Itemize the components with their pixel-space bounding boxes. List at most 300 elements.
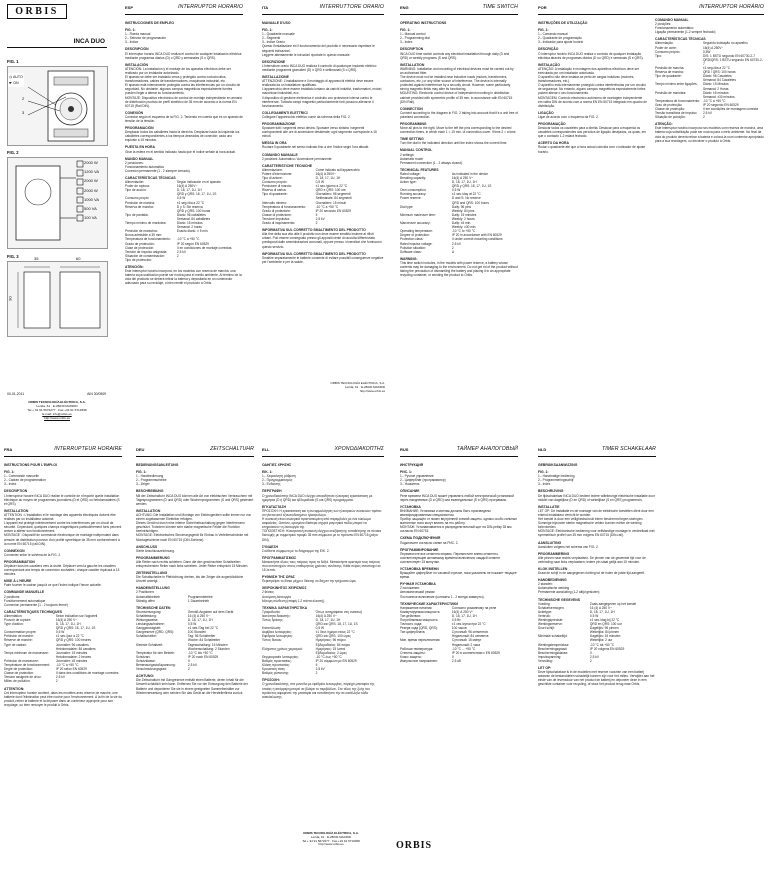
- spec-value: QRD / QRS: 100 horas: [702, 70, 736, 75]
- spec-row: [400, 659, 518, 663]
- spec-value: 2,5 kV: [187, 663, 197, 668]
- spec-label: Vervuiling:: [538, 658, 553, 663]
- spec-value: Tagesschaltung: 15 Minuten: [187, 642, 228, 647]
- language-title: INTERRUPTEUR HORAIRE: [54, 446, 122, 452]
- ita-company-address: Lerida, 61 · E-28030 MADRID: [344, 384, 385, 389]
- section-heading: СХЕМА ПОДКЛЮЧЕНИЯ: [400, 536, 441, 541]
- spec-label: Alimentation:: [4, 613, 23, 618]
- spec-label: [655, 58, 703, 66]
- paragraph: Collegare l'apparecchio elettrico come da schema della FIG. 2.: [262, 114, 351, 119]
- spec-label: Potere d'interruzione:: [262, 171, 293, 176]
- section-heading: INFORMATIVA SUL CORRETTO SMALTIMENTO DEL PRODOTTO: [262, 228, 366, 233]
- section-heading: УСТАНОВКА: [400, 504, 421, 509]
- bottom-company: [276, 832, 386, 847]
- spec-label: Degré de protection:: [4, 667, 33, 672]
- spec-value: D, 18, 17, 1U, 1H: [451, 613, 477, 618]
- paragraph: 2.- Quadrante de programação: [538, 36, 582, 41]
- paragraph: Alle Reiter nach rechts schieben. Dann die den gewünschten Schaltzeiten entsprechenden Reiter nach links schieben. Jeder Reiter entspricht 15 Minuten.: [136, 559, 249, 568]
- spec-label: Classe de protection:: [4, 671, 34, 676]
- paragraph: 2.- Cadran de programmation: [4, 478, 46, 483]
- spec-value: Daily: ±5 min.: [451, 221, 472, 226]
- bottom-company-name: ORBIS TECNOLOGÍA ELÉCTRICA, S.A.: [303, 831, 359, 835]
- spec-label: Τύπος δράσης:: [262, 618, 284, 622]
- spec-label: Reserva de marcha:: [125, 204, 154, 209]
- spec-label: Βαθμός ρύπανσης:: [262, 671, 290, 676]
- spec-label: Poder de ruptura:: [125, 184, 150, 189]
- section-heading: INSTRUCTIONS POUR L'EMPLOI: [4, 463, 57, 467]
- dim-60: 60: [76, 256, 81, 261]
- spec-value: 1 Dauerbetrieb: [187, 598, 209, 603]
- section-heading: PROGRAMAÇÃO: [538, 121, 566, 126]
- section-heading: GEBRUIKSAANWIJZING: [538, 463, 578, 467]
- spec-value: 0,5 W: [55, 630, 65, 635]
- spec-value: ±1 сек./сутки при 22 °C: [451, 622, 486, 627]
- section-heading: ТЕХНИЧЕСКИЕ ХАРАКТЕРИСТИКИ: [400, 601, 458, 606]
- section-heading: COMMANDE MANUELLE: [4, 590, 45, 595]
- spec-value: Giornaliero: 96 segmenti: [315, 192, 351, 197]
- section-heading: FIG. 1:: [538, 470, 549, 475]
- fig3-panel: [7, 261, 108, 337]
- spec-label: Резерв хода (QRD, QRS):: [400, 626, 438, 631]
- paragraph: Подключите согласно схеме на РИС. 2.: [400, 540, 459, 545]
- spec-row: [136, 667, 254, 671]
- paragraph: Вращайте циферблат по часовой стрелке, пока указатель не покажет текущее время.: [400, 571, 517, 580]
- paragraph: Deslocar todos os cavaletes para a direita. Deslocar para a esquerda os cavaletes correspondentes aos períodos de ligação desejados, os quais, em que o contacto 1-2 estará fechado.: [538, 126, 647, 139]
- spec-value: Hebdomadaire: 84 cavaliers: [55, 646, 96, 651]
- spec-value: II em condições de montagem correcta: [702, 106, 759, 111]
- paragraph: ΤΟΠΟΘΕΤΗΣΗ: Ηλεκτρονική συσκευή ελέγχου ανεξάρτητης τοποθέτησης σε πίνακα διανομής με συμμετρικό προφίλ 35 mm σύμφωνα με το πρότυπο EN 60715 (ράγα DIN).: [262, 529, 382, 542]
- spec-value: Diario: 96 caballetes: [176, 212, 206, 217]
- spec-label: Tensão transitória de impulso:: [655, 111, 698, 116]
- spec-label: Schaltleistung:: [136, 613, 157, 618]
- spec-label: Précision de marche:: [4, 634, 34, 639]
- section-heading: MANUALE D'USO: [262, 21, 291, 25]
- paragraph: Draai de schijf in de aangegeven richting tot de index de juiste tijd aangeeft.: [538, 571, 645, 576]
- paragraph: Este interruptor horario incorpora, en los modelos con reserva de marcha, una batería cuya sustitución puede ser nociva para el medio ambiente. Al término de la vida del producto se deberá retirar la batería y depositarla en un contenedor adecuado para su reciclaje, o bien remitir el producto a Orbis.: [125, 269, 242, 286]
- section-heading: CONNECTION: [400, 106, 423, 111]
- paragraph: Alla fine della sua vita utile il prodotto non deve essere smaltito insieme ai rifiuti urbani. Può essere consegnato presso gli appositi centri di raccolta differenziata predisposti dalle amministrazioni comunali, oppure presso i rivenditori che forniscono questo servizio.: [262, 232, 382, 249]
- section-heading: INSTALLATION: [4, 508, 29, 513]
- spec-label: Clase de protección:: [125, 245, 155, 250]
- spec-value: Согласно указанному на реле: [451, 605, 497, 610]
- paragraph: L'appareil est protégé intérieurement contre les interférences par un circuit de sécurité. Cependant, quelques champs magnétiques particulièrement forts peuvent arriver à altérer son fonctionnement.: [4, 521, 122, 534]
- spec-label: Type d'action:: [4, 622, 24, 627]
- paragraph: 2 θέσεις:: [262, 590, 275, 595]
- paragraph: 2.- Segmenti: [262, 36, 281, 41]
- paragraph: 3.- Ενδείκτης: [262, 482, 281, 487]
- spec-label: Werkingsreserve:: [538, 622, 563, 627]
- section-heading: FIG. 1:: [136, 470, 147, 475]
- spec-label: Werkingsprecisie:: [538, 618, 564, 622]
- paragraph: Leggere attentamente le istruzioni riportate in questo manuale.: [262, 52, 351, 57]
- spec-value: II dans des conditions de montage correctes: [55, 671, 119, 676]
- spec-value: D/S: 1 BSTU segundo EN 60730-2-7: [702, 53, 756, 58]
- section-heading: УСТАНОВКА ВРЕМЕНИ: [400, 566, 439, 571]
- dim-90: 90: [7, 296, 13, 301]
- paragraph: El aparato está internamente protegido contra las interferencias por un circuito de seguridad. No obstante, algunos campos magnéticos especialmente fuertes pueden llegar a alterar su funcionamiento.: [125, 83, 241, 96]
- spec-value: ±1 sec./giorno a 22 °C: [315, 184, 348, 189]
- paragraph: 1.- Manual control: [400, 32, 426, 37]
- spec-value: IP 20 в соответствии с EN 60529: [451, 650, 500, 655]
- paragraph: Aansluiten volgens het schema van FIG. 2.: [538, 544, 599, 549]
- spec-value: 0,5 W: [176, 196, 186, 201]
- spec-value: Woche: 84 Schaltreiter: [187, 638, 221, 643]
- language-header: [538, 446, 656, 457]
- section-heading: INSTRUCCIONES DE EMPLEO: [125, 21, 174, 25]
- spec-label: Bemessungsstoßspannung:: [136, 663, 176, 668]
- section-heading: PROGRAMMIERUNG: [136, 555, 170, 560]
- spec-value: 0,5 W: [589, 613, 599, 618]
- spec-label: Коммутируемая мощность:: [400, 609, 441, 614]
- spec-row: [655, 58, 764, 66]
- language-code: FRA: [4, 447, 13, 452]
- spec-label: Beschermingsklasse:: [538, 650, 569, 655]
- spec-value: QRD και QRS: 100 ώρες: [315, 634, 351, 639]
- spec-value: 2,5 kV: [702, 111, 712, 116]
- spec-value: QRD y QRS: 100 horas: [176, 208, 211, 213]
- spec-value: A: [451, 249, 455, 254]
- spec-value: 2,5 kV: [451, 241, 461, 246]
- spec-value: 0,5 Вт: [451, 618, 461, 622]
- paragraph: 2 Positionen:: [136, 590, 155, 595]
- spec-value: Semanal: 2 horas: [176, 225, 202, 230]
- paragraph: Η συσκευή είναι εσωτερικά προστατευμένη από παρεμβολές με ένα κύκλωμα ασφαλείας. Ωστόσο, ορισμένα ιδιαίτερα ισχυρά μαγνητικά πεδία μπορεί να επηρεάσουν τη λειτουργία της.: [262, 517, 371, 530]
- paragraph: Ο χρονοδιακόπτης INCA DUO ελέγχει οποιαδήποτε ηλεκτρική εγκατάσταση με ημερήσια (D ή QRD) και εβδομαδιαία (S και QRS) προγράμματα.: [262, 493, 373, 502]
- paragraph: 2 положения:: [400, 586, 420, 591]
- spec-row: [125, 258, 243, 262]
- section-heading: ATENCIÓN:: [125, 264, 144, 269]
- paragraph: WARNING: Installation and mounting of electrical devices must be carried out by an authorised fitter.: [400, 66, 514, 75]
- section-heading: DESCRIÇÃO: [538, 47, 559, 52]
- spec-label: Класс защиты:: [400, 654, 422, 659]
- spec-label: Operating temperature:: [400, 229, 433, 234]
- language-code: ITA: [262, 5, 269, 10]
- paragraph: Μόνιμη σύνδεση (επαφή 1-2 πάντα κλειστή).: [262, 598, 325, 603]
- spec-value: 2: [176, 253, 179, 258]
- spec-label: Réserve de marche:: [4, 638, 33, 643]
- paragraph: Μετακινήστε όλους τους πείρους προς τα δεξιά. Μετακινήστε αριστερά τους πείρους που αντιστοιχούν στους επιθυμητούς χρόνους σύνδεσης. Κάθε πείρος αντιστοιχεί σε 15 λεπτά.: [262, 559, 381, 573]
- paragraph: De tijdschakelaar INCA DUO bedient iedere willekeurige elektrische installatie door middel van dagelijkse (D en QRD) of wekelijkse (S en QRS) programma's.: [538, 493, 655, 502]
- spec-label: Gangreserve (QRD, QRS):: [136, 630, 175, 635]
- spec-label: Tiempo mínimo de maniobra:: [125, 221, 167, 226]
- section-heading: РУЧНАЯ УСТАНОВКА: [400, 582, 436, 587]
- spec-value: Wochenschaltung: 2 Stunden: [187, 646, 230, 651]
- spec-value: IP 20 nach EN 60529: [187, 654, 219, 659]
- language-code: ENG: [400, 5, 409, 10]
- spec-value: 2: [315, 221, 318, 226]
- spec-value: Semanal: ±30 minutos: [702, 94, 735, 99]
- spec-label: Tension assignée de choc:: [4, 675, 42, 680]
- paragraph: 2 posições:: [655, 22, 672, 27]
- spec-value: QRD y QRS: 18, 17, 1U, 1S: [176, 192, 217, 197]
- section-heading: ΣΥΝΔΕΣΗ: [262, 544, 278, 549]
- spec-value: Όπως αναγράφεται στη συσκευή: [315, 609, 362, 614]
- section-heading: INSTALLATIE: [538, 504, 560, 509]
- language-title: TIME SWITCH: [482, 4, 518, 10]
- paragraph: 3.- Указатель: [400, 482, 420, 487]
- instructions-column: [136, 460, 254, 830]
- spec-value: D y S: Sin reserva: [176, 204, 203, 209]
- paragraph: LET OP: De installatie en de montage van de elektrische toestellen dient door een erkend installateur verricht te worden.: [538, 508, 654, 517]
- section-heading: FIG. 1:: [262, 28, 273, 33]
- spec-label: Classe di protezione:: [262, 212, 292, 217]
- paragraph: 3.- Indicador para ajuste horário: [538, 40, 584, 45]
- paragraph: Dieses Gerät ist durch eine interne Sicherheitsschaltung gegen Interferenzen geschützt. Trotzdem können sehr starke magnetische Felder die Funktion beeinträchtigen.: [136, 521, 245, 534]
- spec-row: [136, 599, 254, 603]
- paragraph: 1.- Χειροκίνητη ρύθμιση: [262, 474, 296, 479]
- spec-value: IP 20 según EN 60529: [176, 241, 209, 246]
- section-heading: ΟΔΗΓΙΕΣ ΧΡΗΣΗΣ: [262, 463, 292, 467]
- spec-label: Verschmutzungsgrad:: [136, 667, 167, 672]
- spec-value: 16(4) A 250V~: [176, 184, 198, 189]
- spec-label: Тип действия:: [400, 613, 421, 618]
- paragraph: 2.- Προγραμματισμός: [262, 478, 293, 483]
- fig1-item-2: 2: [22, 96, 25, 101]
- paragraph: Ligação permanente (1-2 sempre fechado): [655, 30, 716, 35]
- spec-label: Pollution situation:: [400, 245, 426, 250]
- spec-value: II: [187, 658, 190, 663]
- spec-value: Zoals aangegeven op het toestel: [589, 601, 637, 606]
- spec-row: [4, 679, 122, 683]
- spec-value: 2: [702, 115, 705, 120]
- paragraph: Este interruptor horário incorpora nos modelos com reserva de marcha, uma bateria cuja substituição pode ser nociva para o meio ambiente. No final da vida do produto deverá retirar a bateria e colocá-la num contentor apropriado para a sua reciclagem, ou devolver o produto à Orbis.: [655, 126, 764, 143]
- spec-label: Κρουστική τάση:: [262, 667, 286, 672]
- load-5: 1000 VA: [84, 196, 100, 202]
- section-heading: FIG. 1:: [538, 28, 549, 33]
- language-title: INTERRUPTOR HORÁRIO: [699, 4, 764, 10]
- paragraph: O aparelho não deve instalar-se perto de cargas indutivas (motores, transformadores, etc.).: [538, 75, 635, 84]
- spec-label: Schutzart:: [136, 654, 151, 659]
- spec-label: Automatikbetrieb: [136, 594, 160, 599]
- spec-value: IP 20 σύμφωνα με EN 60529: [315, 658, 357, 663]
- spec-value: 0,5 W: [315, 626, 324, 631]
- spec-value: ±1 seg./día a 22 °C: [176, 200, 205, 205]
- spec-label: Степень защиты:: [400, 650, 426, 655]
- product-name: INCA DUO: [73, 38, 105, 45]
- paragraph: 3.- Indice Orario: [262, 40, 285, 45]
- language-title: ZEITSCHALTUHR: [210, 446, 254, 452]
- spec-value: 0,5 W: [451, 188, 461, 193]
- spec-label: Tipo de quadrante:: [655, 74, 682, 79]
- paragraph: MONTAGEM: Controlo electrónico autónomo de montagem independente em calha DIN de acordo com a norma EN EN 60715 integrado em quadro de distribuição.: [538, 95, 647, 108]
- spec-value: Weekly: 84 pins: [451, 208, 475, 213]
- paragraph: MONTAGE: Elektronisches Steuerungsgerät für Einbau in Verteilerschränke mit Montageschiene nach EN 60715 (DIN-Schiene).: [136, 533, 249, 542]
- spec-value: [177, 258, 243, 262]
- fig1-legend: [8, 73, 24, 87]
- spec-label: Type de cadran:: [4, 642, 27, 647]
- section-heading: CONEXIÓN: [125, 110, 144, 115]
- spec-value: Суточный: 15 минут: [451, 638, 482, 643]
- spec-label: Milieu de pollution:: [4, 679, 31, 684]
- section-heading: PUESTA EN HORA: [125, 145, 155, 150]
- spec-label: Tipo de protección:: [125, 257, 152, 262]
- spec-value: QRD y QRS: 18, 17, 1U, 1S: [55, 626, 96, 631]
- section-heading: CARATTERISTICHE TECNICHE: [262, 163, 313, 168]
- paragraph: Funcionamento automático: [655, 26, 694, 31]
- spec-label: Schaltscheibe:: [136, 634, 157, 639]
- spec-value: II under correct mounting conditions: [451, 237, 503, 242]
- section-heading: FIG. 1:: [4, 470, 15, 475]
- instructions-column: [400, 18, 518, 422]
- spec-label: Minimum maneuver time:: [400, 212, 436, 217]
- paragraph: 2 positions:: [4, 594, 21, 599]
- fig2-load-list: [84, 158, 99, 222]
- section-heading: DESCRIPTION: [4, 489, 28, 494]
- spec-label: Consommation propre:: [4, 630, 37, 635]
- paragraph: 3.- Index: [4, 482, 17, 487]
- paragraph: Siehe Anschlusszeichnung.: [136, 548, 175, 553]
- paragraph: Il dispositivo di gestione elettronica è costruito con protezione interna contro le interferenze. Tuttavia campi magnetici particolarmente forti possono alterarne il funzionamento.: [262, 95, 374, 108]
- spec-label: Потребляемая мощность:: [400, 618, 439, 622]
- spec-label: Ganggenauigkeit:: [136, 626, 161, 631]
- auto-clock-icon: ◷: [9, 75, 13, 79]
- spec-value: Daily: 96 pins: [451, 204, 472, 209]
- spec-row: [538, 659, 656, 663]
- spec-label: Ακρίβεια λειτουργίας:: [262, 630, 292, 635]
- spec-label: Напряжение питания:: [400, 605, 433, 610]
- spec-label: Precisão de manobra:: [655, 90, 687, 95]
- spec-value: 2,5 кВ: [451, 658, 461, 663]
- paragraph: Smaltire separatamente le batterie consente di evitare possibili conseguenze negative per l'ambiente e per la salute.: [262, 255, 384, 264]
- spec-row: [655, 115, 764, 119]
- ita-company-web: http://www.orbis.es: [359, 388, 385, 393]
- language-header: [125, 4, 243, 15]
- section-heading: WARNING:: [400, 256, 418, 261]
- spec-value: -10 °C ... +50 °C: [451, 646, 476, 651]
- paragraph: MOUNTING: Electronic control device of independent mounting in distribution cabinet provided with symmetric profile of 35 mm, in accordance with EN 60715 (DIN Rail).: [400, 91, 513, 104]
- paragraph: Реле времени INCA DUO может управлять любой электрической установкой через ежедневные (D и QRD) или еженедельные (S и QRS) программы.: [400, 493, 514, 502]
- spec-label: Schakelvermogen:: [538, 605, 565, 610]
- section-heading: PROGRAMACIÓN: [125, 126, 154, 131]
- paragraph: Ligar de acordo com o esquema da FIG. 2.: [538, 114, 599, 119]
- section-heading: CARACTERÍSTICAS TÉCNICAS: [655, 37, 706, 42]
- spec-value: ±1 sec./dag bij 22 °C: [589, 618, 620, 622]
- ita-company-name: ORBIS TECNOLOGÍA ELÉCTRICA, S.A.: [330, 381, 385, 385]
- fig2-label: FIG. 2: [7, 150, 19, 155]
- spec-label: Temperatura de funcionamiento:: [125, 237, 171, 242]
- spec-label: Breaking capacity:: [400, 176, 427, 180]
- spec-value: -10 °C a +50 °C: [176, 237, 200, 242]
- spec-label: Импульсное напряжение:: [400, 658, 438, 663]
- language-code: RUS: [400, 447, 409, 452]
- spec-value: Come indicato sull'apparecchio: [315, 167, 360, 172]
- section-heading: INFORMATIVA SUL CORRETTO SMALTIMENTO DEL PRODOTTO: [262, 251, 366, 256]
- section-heading: BEDIENUNGSANLEITUNG: [136, 463, 179, 467]
- spec-label: Reserva de marcha:: [655, 70, 684, 75]
- paragraph: 1.- Ручное управление: [400, 474, 434, 479]
- spec-value: 2,5 kV: [589, 654, 599, 659]
- spec-label: Degree of protection:: [400, 233, 430, 238]
- section-heading: CARACTÉRISTIQUES TECHNIQUES: [4, 609, 63, 614]
- spec-value: 16(4) A 250V~: [315, 171, 336, 176]
- instructions-column: [400, 460, 518, 866]
- spec-value: Суточный: 96 сегментов: [451, 630, 488, 635]
- spec-value: 2: [589, 658, 592, 663]
- spec-label: Tempo mínimo entre ligações:: [655, 82, 698, 87]
- spec-label: Κλάση προστασίας:: [262, 663, 290, 668]
- spec-label: Classe de protecção:: [655, 106, 685, 111]
- fig1-label: FIG. 1: [7, 59, 19, 64]
- paragraph: Connexion permanente (1 - 2 toujours fermé): [4, 602, 68, 607]
- spec-value: 2: [55, 679, 58, 684]
- paragraph: МОНТАЖ: Устанавливается в распределительный щит на DIN-рейку 35 мм согласно EN 60715.: [400, 525, 512, 534]
- spec-label: Grado de protección:: [125, 241, 155, 246]
- spec-value: QRD και QRS: 18, 17, 1U, 1S: [315, 622, 358, 627]
- section-heading: ANSCHLUSS: [136, 544, 158, 549]
- spec-label: Impulsspanning:: [538, 654, 562, 659]
- dim-35: 35: [34, 256, 39, 261]
- paragraph: Automatische werking: [538, 586, 570, 591]
- paragraph: Mit der Zeitschaltuhr INCA DUO können alle Art von elektrischen Verbrauchern mit Tagesprogrammen (D und QRD) oder Wochenprogrammen (S und QRS) gesteuert werden.: [136, 493, 254, 506]
- spec-value: Diário: ±5 minutos: [702, 90, 729, 95]
- spec-label: Точность хода:: [400, 622, 422, 627]
- company-name: ORBIS TECNOLOGÍA ELÉCTRICA, S.A.: [28, 400, 86, 404]
- paragraph: 1.- Handbedienung: [136, 474, 164, 479]
- paragraph: L'apparecchio deve essere installato lontano da carichi induttivi, trasformatori, motori, macchinari industriali, ecc.: [262, 87, 383, 96]
- spec-label: Temps minimum de manœuvre:: [4, 650, 49, 655]
- paragraph: Het toestel is door een veiligheidscircuit intern beschermd tegen storingen. Sommige bijzonder sterke magnetische velden kunnen echter de werking beïnvloeden.: [538, 517, 644, 530]
- section-heading: ΠΡΟΣΟΧΗ:: [262, 678, 280, 683]
- spec-label: Precisión de maniobra:: [125, 229, 158, 234]
- spec-label: Grado di inquinamento:: [262, 221, 296, 226]
- spec-value: Недельный: 2 часа: [451, 642, 481, 647]
- company-address: Lerida, 61 · E-28030 MADRID: [36, 404, 78, 408]
- brand-logo-text: ORBIS: [15, 6, 59, 17]
- section-heading: AANSLUITING: [538, 540, 562, 545]
- paragraph: O aparelho está internamente protegido contra interferências por um circuito de segurança. No entanto, alguns campos magnéticos especialmente fortes podem alterar o seu funcionamento.: [538, 83, 646, 96]
- section-heading: TECHNISCHE GEGEVENS: [538, 597, 581, 602]
- paragraph: 1.- Handmatige bediening: [538, 474, 575, 479]
- spec-label: Werkingstemperatuur:: [538, 642, 570, 647]
- product-divider: [7, 47, 107, 48]
- spec-label: Тип циферблата:: [400, 630, 426, 635]
- spec-label: Own consumption:: [400, 188, 427, 193]
- section-heading: ИНСТРУКЦИЯ: [400, 463, 424, 467]
- paragraph: Connect according to the diagram in FIG. 2 taking into account that it's a unit free of polarised connection.: [400, 110, 518, 119]
- spec-value: QRD e QRS: 100 ore: [315, 188, 346, 193]
- section-heading: ACHTUNG:: [136, 674, 155, 679]
- company-web: http://www.orbis.es: [44, 416, 70, 420]
- paragraph: Die Zeitschaltuhr mit Gangreserve enthält einen Batterie, deren Inhalt für die Umwelt schädlich sein kann. Entfernen Sie vor der Entsorgung den Batterie der Batterie und deponieren Sie sie in einem geeigneten Sammelbehälter zur Wiederverwertung oder senden Sie das Gerät an die Herstellerfirma zurück.: [136, 678, 248, 695]
- spec-row: [400, 250, 518, 254]
- spec-label: Рабочая температура:: [400, 646, 434, 651]
- spec-value: 2,5 kV: [55, 675, 65, 680]
- spec-label: Précision de manœuvre:: [4, 658, 39, 663]
- instructions-column: [262, 18, 384, 374]
- paragraph: The device must not be installed near inductive loads (motors, transformers, contactors, etc.) or any other source of interference. The device is internally protected against interference by a security circuit. However, some particularly strong magnetic fields may alter its functioning.: [400, 75, 511, 92]
- spec-label: Soort schijf:: [538, 626, 555, 631]
- paragraph: Περιστρέψτε το δίσκο μέχρι ο δείκτης να δείχνει την τρέχουσα ώρα.: [262, 579, 357, 584]
- spec-value: IP 20 in accordance with EN 60529: [451, 233, 502, 238]
- section-heading: PROGRAMMATION: [4, 559, 35, 564]
- section-heading: TECHNISCHE DATEN: [136, 605, 171, 610]
- section-heading: ΠΕΡΙΓΡΑΦΗ: [262, 489, 282, 494]
- spec-value: II: [589, 650, 592, 655]
- spec-value: Semanal: 2 Horas: [702, 86, 729, 91]
- spec-value: Daily: 15 minutes: [451, 212, 477, 217]
- legend-on: ON: [13, 81, 19, 85]
- paragraph: ATTENTION : L'installation et le montage des appareils électriques doivent être réalisés par un installateur autorisé.: [4, 512, 116, 522]
- paragraph: Conectar según el esquema de la FIG. 2. Teniendo en cuenta que es un aparato de tensión de la tensión.: [125, 114, 243, 123]
- spec-value: ±1 sec./day at 22 °C: [451, 192, 481, 197]
- paragraph: Rodar o quadrante até que a hora actual coincida com o indicador de ajuste horário.: [538, 145, 646, 154]
- paragraph: L'interruttore orario INCA DUO realizza il controllo di qualunque impianto elettrico mediante programmi giornalieri (D) o QRD e settimanali (S o QRS).: [262, 63, 377, 72]
- spec-value: QRD and QRS: 100 hours: [451, 200, 489, 205]
- paragraph: 2.- Programmscheibe: [136, 478, 167, 483]
- spec-value: 16(4) A 250 V~: [315, 613, 337, 618]
- section-heading: ΧΕΙΡΟΚΙΝΗΤΟΣ ΧΕΙΡΙΣΜΟΣ: [262, 586, 307, 591]
- section-heading: INSTALAÇÃO: [538, 62, 560, 67]
